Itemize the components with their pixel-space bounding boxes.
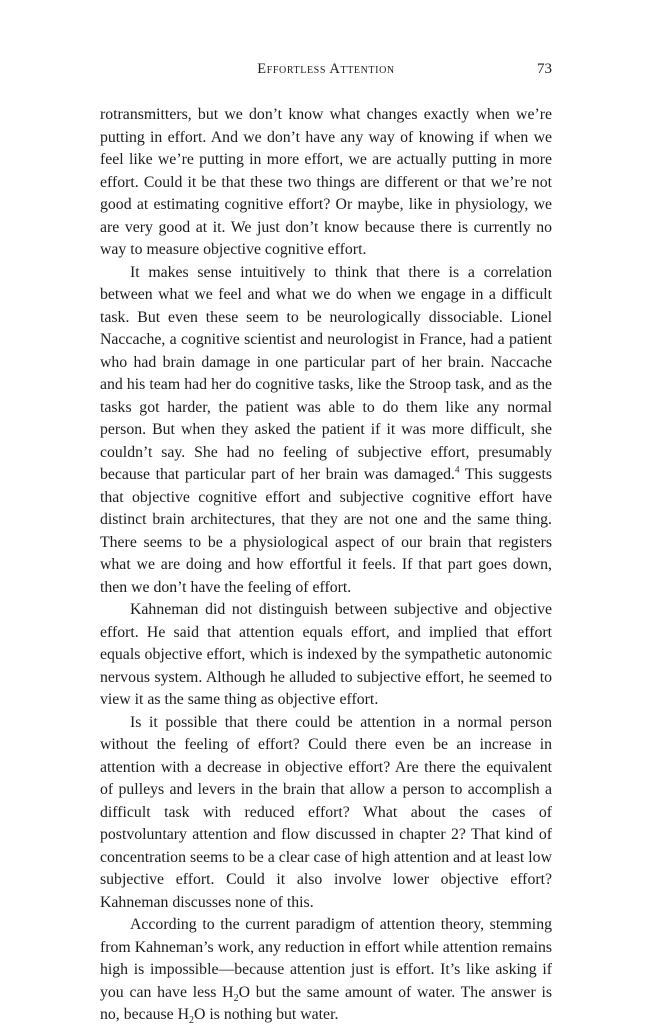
running-head bbox=[100, 61, 552, 81]
paragraph-5 bbox=[100, 914, 552, 1027]
paragraph-2-text-a: It makes sense intuitively to think that there is a correlation between what we feel and what we do when we engage in a difficult task. But even these seem to be neurologically dissociable. Lionel Naccache, a cognitive scientist and neurologist in France, had a patient who had brain damage in one particular part of her brain. Naccache and his team had her do cognitive tasks, like the Stroop task, and as the tasks got harder, the patient was able to do them like any normal person. But when they asked the patient if it was more difficult, she couldn’t say. She had no feeling of subjective effort, presumably because that particular part of her brain was damaged. bbox=[100, 263, 552, 483]
paragraph-2 bbox=[100, 262, 552, 600]
subscript-2: 2 bbox=[233, 992, 239, 1004]
page-number: 73 bbox=[537, 61, 552, 77]
running-title: Effortless Attention bbox=[257, 61, 395, 77]
paragraph-3: Kahneman did not distinguish between subjective and objective effort. He said that attention equals effort, and implied that effort equals objective effort, which is indexed by the sympathetic autonomic nervous system. Although he alluded to subjective effort, he seemed to view it as the same thing as objective effort. bbox=[100, 601, 552, 708]
paragraph-4: Is it possible that there could be attention in a normal person without the feeling of effort? Could there even be an increase in attention with a decrease in objective effort? Are there the equivalent of pulleys and levers in the brain that allow a person to accomplish a difficult task with reduced effort? What about the cases of postvoluntary attention and flow discussed in chapter 2? That kind of concentration seems to be a clear case of high attention and at least low subjective effort. Could it also involve lower objective effort? Kahneman discusses none of this. bbox=[100, 713, 552, 911]
paragraph-5-text-c: O is nothing but water. bbox=[194, 1006, 339, 1023]
subscript-2: 2 bbox=[189, 1015, 195, 1027]
paragraph-2-text-b: This suggests that objective cognitive effort and subjective cognitive effort have distinct brain architectures, that they are not one and the same thing. There seems to be a physiological aspect of our brain that registers what we are doing and how effortful it feels. If that part goes down, then we don’t have the feeling of effort. bbox=[100, 466, 552, 596]
body-text bbox=[100, 104, 552, 1027]
paragraph-5-text-a: According to the current paradigm of attention theory, stemming from Kahneman’s work, any reduction in effort while attention remains high is impossible—because attention just is effort. It’s like asking if you can have less H bbox=[100, 916, 552, 1001]
paragraph-1: rotransmitters, but we don’t know what changes exactly when we’re putting in effort. And we don’t have any way of knowing if when we feel like we’re putting in more effort, we are actually putting in more effort. Could it be that these two things are different or that we’re not good at estimating cognitive effort? Or maybe, like in physiology, we are very good at it. We just don’t know because there is currently no way to measure objective cognitive effort. bbox=[100, 106, 552, 258]
paragraph-5-text-b: O but the same amount of water. The answer is no, because H bbox=[100, 983, 552, 1023]
footnote-reference[interactable]: 4 bbox=[454, 464, 460, 475]
